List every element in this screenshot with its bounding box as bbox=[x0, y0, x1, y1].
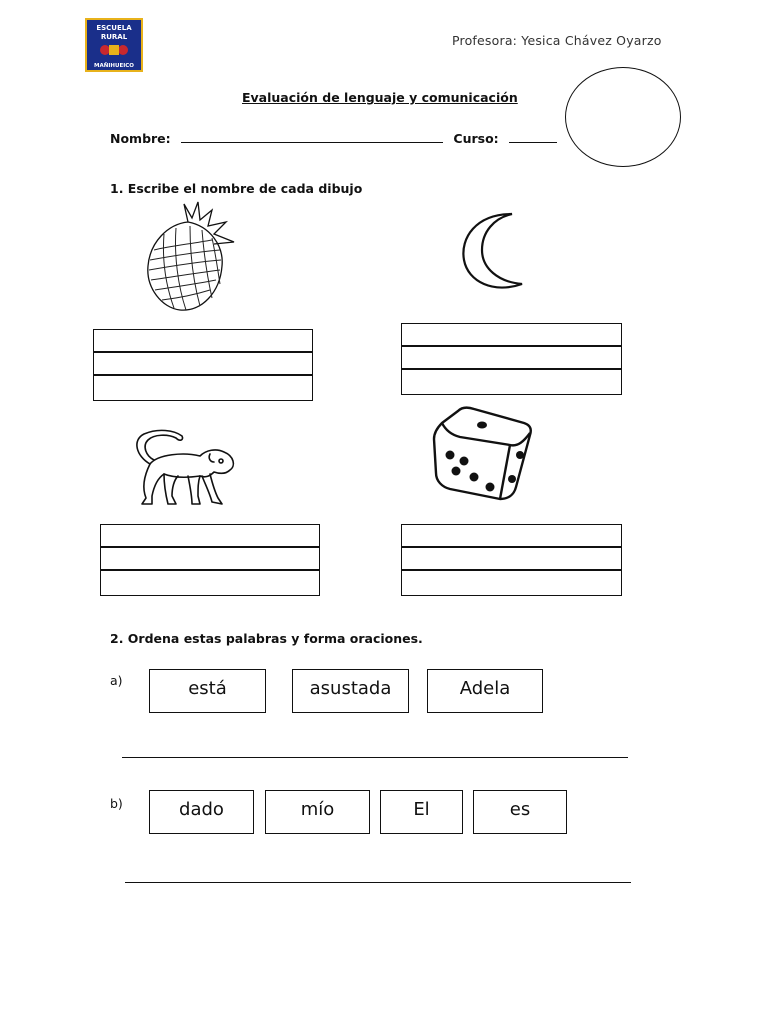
writing-line bbox=[402, 324, 621, 347]
course-field[interactable] bbox=[509, 130, 557, 143]
monkey-icon bbox=[124, 424, 240, 510]
word-card[interactable]: asustada bbox=[292, 669, 409, 713]
name-course-row bbox=[110, 130, 557, 146]
name-label: Nombre: bbox=[110, 131, 171, 146]
writing-line bbox=[402, 347, 621, 370]
answer-lines-monkey[interactable] bbox=[100, 524, 320, 596]
page-title: Evaluación de lenguaje y comunicación bbox=[242, 90, 518, 105]
writing-line bbox=[402, 548, 621, 571]
raspberry-icon bbox=[140, 200, 240, 315]
writing-line bbox=[402, 370, 621, 393]
logo-text-3: MAÑIHUEICO bbox=[94, 63, 134, 69]
word-card[interactable]: dado bbox=[149, 790, 254, 834]
raspberry-picture bbox=[140, 200, 240, 315]
word-card[interactable]: es bbox=[473, 790, 567, 834]
item-a-label: a) bbox=[110, 673, 123, 688]
logo-text-1: ESCUELA bbox=[96, 24, 132, 32]
question-2-heading: 2. Ordena estas palabras y forma oraciones. bbox=[110, 631, 423, 646]
writing-line bbox=[101, 548, 319, 571]
moon-icon bbox=[458, 210, 528, 292]
item-b-label: b) bbox=[110, 796, 123, 811]
writing-line bbox=[94, 376, 312, 399]
question-1-heading: 1. Escribe el nombre de cada dibujo bbox=[110, 181, 363, 196]
writing-line bbox=[101, 571, 319, 594]
answer-line-b[interactable] bbox=[125, 882, 631, 883]
monkey-picture bbox=[124, 424, 240, 510]
word-card[interactable]: mío bbox=[265, 790, 370, 834]
logo-text-2: RURAL bbox=[100, 33, 128, 41]
writing-line bbox=[94, 330, 312, 353]
writing-line bbox=[94, 353, 312, 376]
course-label: Curso: bbox=[453, 131, 499, 146]
dice-icon bbox=[428, 405, 536, 505]
school-logo bbox=[85, 18, 143, 72]
writing-line bbox=[101, 525, 319, 548]
dice-picture bbox=[428, 405, 536, 505]
word-card[interactable]: está bbox=[149, 669, 266, 713]
writing-line bbox=[402, 571, 621, 594]
writing-line bbox=[402, 525, 621, 548]
answer-lines-dice[interactable] bbox=[401, 524, 622, 596]
answer-lines-moon[interactable] bbox=[401, 323, 622, 395]
school-crest-icon bbox=[85, 18, 143, 72]
answer-lines-raspberry[interactable] bbox=[93, 329, 313, 401]
name-field[interactable] bbox=[181, 130, 443, 143]
grade-circle bbox=[565, 67, 681, 167]
word-card[interactable]: El bbox=[380, 790, 463, 834]
word-card[interactable]: Adela bbox=[427, 669, 543, 713]
moon-picture bbox=[458, 210, 528, 292]
answer-line-a[interactable] bbox=[122, 757, 628, 758]
teacher-name: Profesora: Yesica Chávez Oyarzo bbox=[452, 33, 662, 48]
